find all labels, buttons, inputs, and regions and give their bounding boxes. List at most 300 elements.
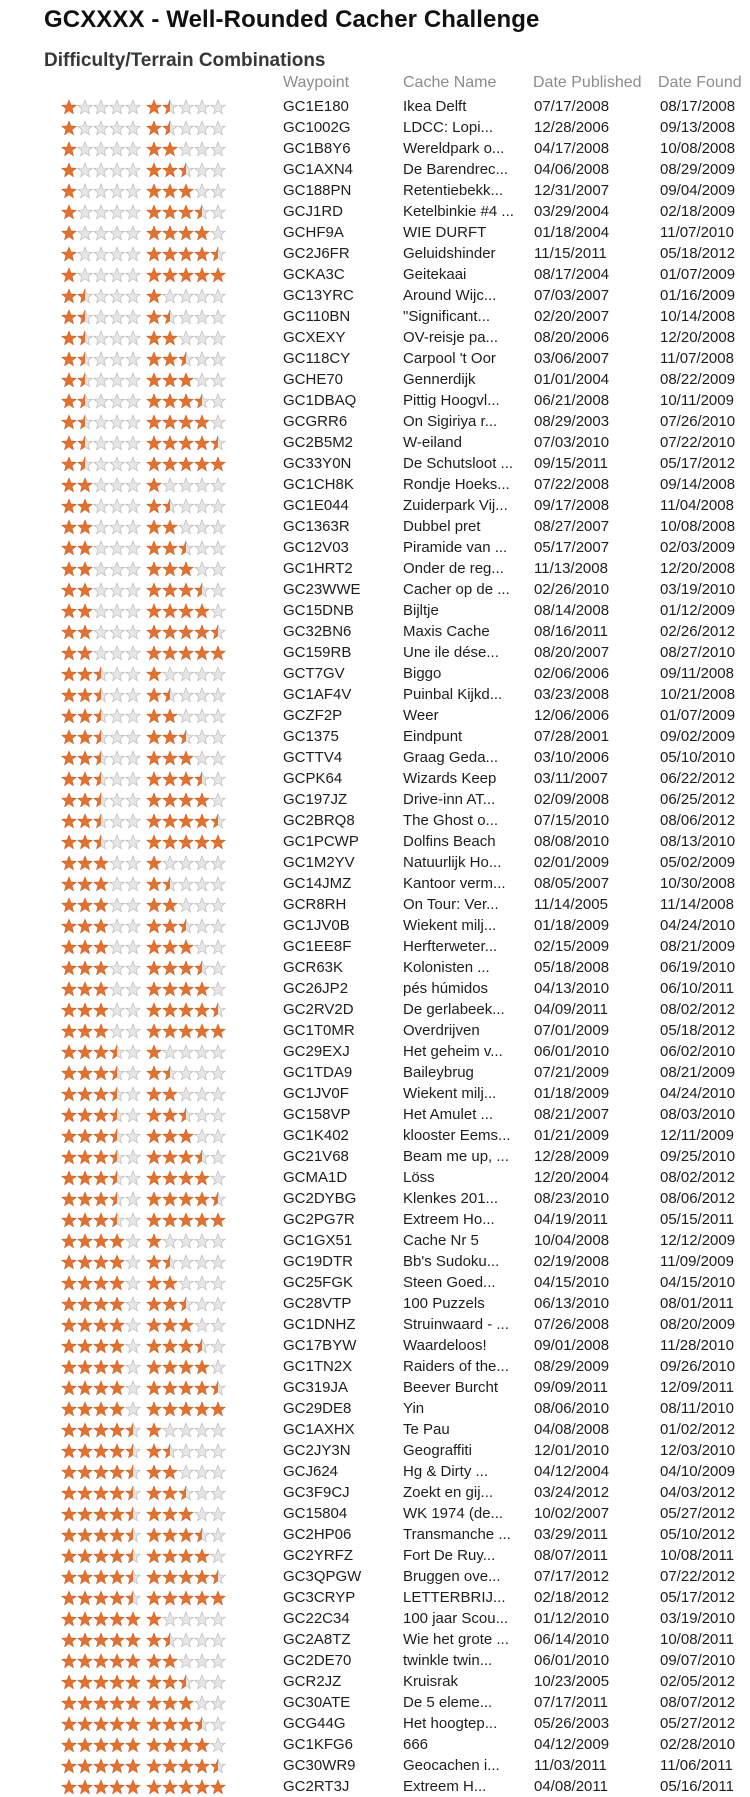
cache-name-link[interactable]: klooster Eems... [403,1127,511,1144]
cache-name-link[interactable]: Puinbal Kijkd... [403,686,503,703]
cache-name-link[interactable]: Une ile dése... [403,644,499,661]
terrain-stars [146,981,226,997]
waypoint-link[interactable]: GCHE70 [283,371,344,388]
cache-name-link[interactable]: Retentiebekk... [403,182,504,199]
table-row [0,222,750,243]
cache-name-link[interactable]: Bruggen ove... [403,1568,501,1585]
waypoint-link[interactable]: GCGRR6 [283,413,348,430]
cache-name-link[interactable]: Maxis Cache [403,623,490,640]
terrain-stars [146,1254,226,1270]
cache-name-link[interactable]: Kolonisten ... [403,959,490,976]
star-icon [179,1213,193,1227]
cache-name-link[interactable]: De 5 eleme... [403,1694,493,1711]
cache-name-link[interactable]: Löss [403,1169,435,1186]
cache-name-link[interactable]: De Schutsloot ... [403,455,514,472]
cache-name-link[interactable]: Geocachen i... [403,1757,500,1774]
terrain-stars [146,1758,226,1774]
date-found: 09/14/2008 [660,476,736,493]
cache-name-link[interactable]: twinkle twin... [403,1652,493,1669]
waypoint-link[interactable]: GC2YRFZ [283,1547,354,1564]
difficulty-stars [61,939,141,955]
cache-name-link[interactable]: Dubbel pret [403,518,481,535]
star-icon [62,205,76,219]
star-icon [179,1780,193,1794]
date-found: 01/07/2009 [660,707,736,724]
waypoint-link[interactable]: GC2A8TZ [283,1631,351,1648]
cache-name-link[interactable]: Kruisrak [403,1673,459,1690]
cache-name-link[interactable]: Extreem Ho... [403,1211,495,1228]
cache-name-link[interactable]: Herfterweter... [403,938,498,955]
cache-name-link[interactable]: 100 jaar Scou... [403,1610,509,1627]
date-published: 12/06/2006 [534,707,610,724]
cache-name-link[interactable]: Yin [403,1400,425,1417]
waypoint-link[interactable]: GC1K402 [283,1127,349,1144]
star-icon [195,1339,209,1353]
waypoint-link[interactable]: GC1E044 [283,497,349,514]
star-icon [78,940,92,954]
star-icon [126,310,140,324]
star-icon [78,268,92,282]
star-icon [195,1150,209,1164]
waypoint-link[interactable]: GC15804 [283,1505,348,1522]
star-icon [126,1045,140,1059]
star-icon [94,205,108,219]
star-icon [62,142,76,156]
cache-name-link[interactable]: Kantoor verm... [403,875,506,892]
cache-name-link[interactable]: Te Pau [403,1421,450,1438]
waypoint-link[interactable]: GC2BRQ8 [283,812,355,829]
cache-name-link[interactable]: Rondje Hoeks... [403,476,510,493]
star-icon [179,1129,193,1143]
star-icon [179,436,193,450]
terrain-stars [146,1086,226,1102]
waypoint-link[interactable]: GCZF2P [283,707,343,724]
waypoint-link[interactable]: GC1DBAQ [283,392,357,409]
difficulty-stars [61,1338,141,1354]
star-icon [179,1339,193,1353]
star-icon [211,289,225,303]
date-found: 08/13/2010 [660,833,736,850]
cache-name-link[interactable]: Zoekt en gij... [403,1484,494,1501]
waypoint-link[interactable]: GC29EXJ [283,1043,350,1060]
waypoint-link[interactable]: GC3QPGW [283,1568,362,1585]
star-icon [147,1276,161,1290]
star-icon [94,331,108,345]
star-icon [78,793,92,807]
star-icon [147,793,161,807]
cache-name-link[interactable]: Wie het grote ... [403,1631,509,1648]
cache-name-link[interactable]: Klenkes 201... [403,1190,499,1207]
star-icon [179,772,193,786]
star-icon [179,1444,193,1458]
waypoint-link[interactable]: GC1375 [283,728,339,745]
star-icon [126,688,140,702]
column-header-cache-name[interactable]: Cache Name [403,74,497,91]
waypoint-link[interactable]: GC23WWE [283,581,361,598]
cache-name-link[interactable]: Beam me up, ... [403,1148,509,1165]
waypoint-link[interactable]: GC158VP [283,1106,351,1123]
waypoint-link[interactable]: GCPK64 [283,770,343,787]
cache-name-link[interactable]: Overdrijven [403,1022,480,1039]
cache-name-link[interactable]: Drive-inn AT... [403,791,496,808]
star-icon [126,1633,140,1647]
cache-name-link[interactable]: Gennerdijk [403,371,476,388]
waypoint-link[interactable]: GC22C34 [283,1610,350,1627]
waypoint-link[interactable]: GCKA3C [283,266,345,283]
cache-name-link[interactable]: Baileybrug [403,1064,474,1081]
waypoint-link[interactable]: GCR63K [283,959,344,976]
cache-name-link[interactable]: Around Wijc... [403,287,497,304]
cache-name-link[interactable]: Cacher op de ... [403,581,510,598]
cache-name-link[interactable]: WK 1974 (de... [403,1505,504,1522]
cache-name-link[interactable]: Transmanche ... [403,1526,511,1543]
star-icon [195,1675,209,1689]
difficulty-stars [61,1212,141,1228]
difficulty-stars [61,918,141,934]
waypoint-link[interactable]: GC2HP06 [283,1526,352,1543]
star-icon [126,940,140,954]
star-icon [78,1528,92,1542]
waypoint-link[interactable]: GC28VTP [283,1295,352,1312]
waypoint-link[interactable]: GC2J6FR [283,245,350,262]
cache-name-link[interactable]: 100 Puzzels [403,1295,485,1312]
star-icon [62,1360,76,1374]
star-icon [163,940,177,954]
waypoint-link[interactable]: GC1GX51 [283,1232,353,1249]
difficulty-stars [61,561,141,577]
star-icon [163,625,177,639]
waypoint-link[interactable]: GC197JZ [283,791,348,808]
date-found: 05/10/2012 [660,1526,736,1543]
cache-name-link[interactable]: Extreem H... [403,1778,487,1795]
cache-name-link[interactable]: Onder de reg... [403,560,504,577]
star-icon [126,1024,140,1038]
cache-name-link[interactable]: Ketelbinkie #4 ... [403,203,514,220]
terrain-stars [146,771,226,787]
waypoint-link[interactable]: GC25FGK [283,1274,354,1291]
waypoint-link[interactable]: GCTTV4 [283,749,343,766]
cache-name-link[interactable]: Geograffiti [403,1442,472,1459]
waypoint-link[interactable]: GC14JMZ [283,875,352,892]
waypoint-link[interactable]: GC2DE70 [283,1652,352,1669]
waypoint-link[interactable]: GC2PG7R [283,1211,355,1228]
star-icon [211,247,225,261]
cache-name-link[interactable]: Wiekent milj... [403,1085,497,1102]
star-icon [126,1570,140,1584]
waypoint-link[interactable]: GC1B8Y6 [283,140,351,157]
star-icon [78,730,92,744]
waypoint-link[interactable]: GC1JV0B [283,917,350,934]
waypoint-link[interactable]: GC110BN [283,308,351,325]
cache-name-link[interactable]: W-eiland [403,434,462,451]
waypoint-link[interactable]: GC26JP2 [283,980,349,997]
waypoint-link[interactable]: GC32BN6 [283,623,352,640]
waypoint-link[interactable]: GC319JA [283,1379,349,1396]
difficulty-stars [61,288,141,304]
star-icon [94,772,108,786]
star-icon [195,1528,209,1542]
star-icon [94,142,108,156]
cache-name-link[interactable]: Pittig Hoogvl... [403,392,500,409]
cache-name-link[interactable]: Beever Burcht [403,1379,499,1396]
star-icon [62,1087,76,1101]
cache-name-link[interactable]: Het geheim v... [403,1043,503,1060]
waypoint-link[interactable]: GC1DNHZ [283,1316,356,1333]
waypoint-link[interactable]: GC1E180 [283,98,349,115]
cache-name-link[interactable]: Carpool 't Oor [403,350,496,367]
star-icon [126,1465,140,1479]
star-icon [62,1633,76,1647]
waypoint-link[interactable]: GCHF9A [283,224,344,241]
star-icon [147,1570,161,1584]
star-icon [78,1297,92,1311]
column-header-date-published[interactable]: Date Published [533,74,642,91]
cache-name-link[interactable]: OV-reisje pa... [403,329,499,346]
star-icon [163,1591,177,1605]
star-icon [94,1045,108,1059]
waypoint-link[interactable]: GCG44G [283,1715,346,1732]
terrain-stars [146,750,226,766]
waypoint-link[interactable]: GCMA1D [283,1169,348,1186]
waypoint-link[interactable]: GC15DNB [283,602,354,619]
star-icon [179,877,193,891]
waypoint-link[interactable]: GC19DTR [283,1253,354,1270]
star-icon [110,1360,124,1374]
cache-name-link[interactable]: Het Amulet ... [403,1106,494,1123]
waypoint-link[interactable]: GC1T0MR [283,1022,355,1039]
star-icon [110,1276,124,1290]
difficulty-stars [61,1044,141,1060]
column-header-waypoint[interactable]: Waypoint [283,74,350,91]
star-icon [62,1192,76,1206]
waypoint-link[interactable]: GC1363R [283,518,350,535]
waypoint-link[interactable]: GC13YRC [283,287,354,304]
star-icon [211,121,225,135]
waypoint-link[interactable]: GC1KFG6 [283,1736,354,1753]
waypoint-link[interactable]: GCT7GV [283,665,345,682]
star-icon [147,1024,161,1038]
terrain-stars [146,834,226,850]
star-icon [62,1213,76,1227]
cache-name-link[interactable]: "Significant... [403,308,491,325]
terrain-stars [146,582,226,598]
star-icon [94,856,108,870]
star-icon [147,1696,161,1710]
cache-name-link[interactable]: LETTERBRIJ... [403,1589,506,1606]
cache-name-link[interactable]: The Ghost o... [403,812,499,829]
star-icon [163,1255,177,1269]
cache-name-link[interactable]: LDCC: Lopi... [403,119,494,136]
star-icon [110,226,124,240]
cache-name-link[interactable]: Steen Goed... [403,1274,496,1291]
waypoint-link[interactable]: GCR8RH [283,896,347,913]
star-icon [110,1780,124,1794]
star-icon [110,688,124,702]
cache-name-link[interactable]: Dolfins Beach [403,833,496,850]
waypoint-link[interactable]: GC1002G [283,119,351,136]
waypoint-link[interactable]: GCJ1RD [283,203,344,220]
cache-name-link[interactable]: De Barendrec... [403,161,509,178]
cache-name-link[interactable]: Natuurlijk Ho... [403,854,502,871]
star-icon [78,856,92,870]
cache-name-link[interactable]: De gerlabeek... [403,1001,505,1018]
cache-name-link[interactable]: Zuiderpark Vij... [403,497,508,514]
waypoint-link[interactable]: GC2DYBG [283,1190,357,1207]
terrain-stars [146,519,226,535]
difficulty-stars [61,1065,141,1081]
waypoint-link[interactable]: GC159RB [283,644,352,661]
star-icon [211,499,225,513]
cache-name-link[interactable]: Hg & Dirty ... [403,1463,489,1480]
star-icon [62,499,76,513]
table-row [0,789,750,810]
star-icon [126,163,140,177]
waypoint-link[interactable]: GC2JY3N [283,1442,351,1459]
waypoint-link[interactable]: GC30WR9 [283,1757,356,1774]
date-found: 10/30/2008 [660,875,736,892]
star-icon [94,1528,108,1542]
cache-name-link[interactable]: Cache Nr 5 [403,1232,479,1249]
star-icon [163,1234,177,1248]
cache-name-link[interactable]: Fort De Ruy... [403,1547,496,1564]
cache-name-link[interactable]: Geluidshinder [403,245,496,262]
cache-name-link[interactable]: Het hoogtep... [403,1715,498,1732]
table-row [0,684,750,705]
table-row [0,1566,750,1587]
star-icon [163,1108,177,1122]
star-icon [163,1066,177,1080]
column-header-date-found[interactable]: Date Found [658,74,742,91]
star-icon [211,982,225,996]
star-icon [78,1171,92,1185]
waypoint-link[interactable]: GC2RV2D [283,1001,354,1018]
waypoint-link[interactable]: GC33Y0N [283,455,352,472]
date-found: 07/22/2012 [660,1568,736,1585]
star-icon [163,520,177,534]
star-icon [78,310,92,324]
star-icon [94,1633,108,1647]
cache-name-link[interactable]: 666 [403,1736,429,1753]
waypoint-link[interactable]: GCR2JZ [283,1673,342,1690]
date-found: 11/07/2010 [660,224,734,241]
cache-name-link[interactable]: Ikea Delft [403,98,467,115]
date-found: 08/11/2010 [660,1400,734,1417]
terrain-stars [146,708,226,724]
star-icon [147,499,161,513]
waypoint-link[interactable]: GC1AF4V [283,686,352,703]
cache-name-link[interactable]: Struinwaard - ... [403,1316,509,1333]
cache-name-link[interactable]: On Tour: Ver... [403,896,499,913]
date-found: 05/15/2011 [660,1211,734,1228]
waypoint-link[interactable]: GC188PN [283,182,352,199]
star-icon [110,1507,124,1521]
cache-name-link[interactable]: Graag Geda... [403,749,499,766]
waypoint-link[interactable]: GC1JV0F [283,1085,349,1102]
waypoint-link[interactable]: GC118CY [283,350,351,367]
star-icon [163,1654,177,1668]
date-published: 07/03/2010 [534,434,610,451]
star-icon [94,1276,108,1290]
cache-name-link[interactable]: Bb's Sudoku... [403,1253,500,1270]
waypoint-link[interactable]: GC30ATE [283,1694,351,1711]
cache-name-link[interactable]: Eindpunt [403,728,463,745]
cache-name-link[interactable]: Piramide van ... [403,539,508,556]
cache-name-link[interactable]: Wizards Keep [403,770,497,787]
date-found: 11/28/2010 [660,1337,734,1354]
star-icon [62,1423,76,1437]
star-icon [147,604,161,618]
waypoint-link[interactable]: GC1HRT2 [283,560,353,577]
date-found: 04/03/2012 [660,1484,736,1501]
star-icon [78,331,92,345]
date-published: 08/05/2007 [534,875,610,892]
table-row [0,915,750,936]
waypoint-link[interactable]: GC3CRYP [283,1589,356,1606]
waypoint-link[interactable]: GC2RT3J [283,1778,350,1795]
waypoint-link[interactable]: GC1TDA9 [283,1064,353,1081]
waypoint-link[interactable]: GCXEXY [283,329,346,346]
waypoint-link[interactable]: GC1AXHX [283,1421,355,1438]
cache-name-link[interactable]: On Sigiriya r... [403,413,498,430]
star-icon [126,646,140,660]
waypoint-link[interactable]: GC1AXN4 [283,161,354,178]
star-icon [195,751,209,765]
star-icon [110,730,124,744]
waypoint-link[interactable]: GC1EE8F [283,938,352,955]
star-icon [78,898,92,912]
star-icon [62,163,76,177]
difficulty-stars [61,1737,141,1753]
difficulty-stars [61,1485,141,1501]
waypoint-link[interactable]: GC12V03 [283,539,349,556]
cache-name-link[interactable]: Raiders of the... [403,1358,509,1375]
waypoint-link[interactable]: GC1CH8K [283,476,354,493]
star-icon [147,352,161,366]
cache-name-link[interactable]: Wereldpark o... [403,140,505,157]
waypoint-link[interactable]: GC1M2YV [283,854,355,871]
star-icon [147,205,161,219]
cache-name-link[interactable]: WIE DURFT [403,224,487,241]
waypoint-link[interactable]: GC3F9CJ [283,1484,350,1501]
star-icon [195,394,209,408]
cache-name-link[interactable]: pés húmidos [403,980,489,997]
star-icon [126,247,140,261]
terrain-stars [146,897,226,913]
star-icon [126,1066,140,1080]
star-icon [126,1087,140,1101]
waypoint-link[interactable]: GC29DE8 [283,1400,352,1417]
cache-name-link[interactable]: Bijltje [403,602,439,619]
waypoint-link[interactable]: GCJ624 [283,1463,339,1480]
cache-name-link[interactable]: Waardeloos! [403,1337,487,1354]
cache-name-link[interactable]: Weer [403,707,439,724]
waypoint-link[interactable]: GC1TN2X [283,1358,353,1375]
waypoint-link[interactable]: GC17BYW [283,1337,357,1354]
star-icon [163,1507,177,1521]
cache-name-link[interactable]: Wiekent milj... [403,917,497,934]
cache-name-link[interactable]: Biggo [403,665,442,682]
date-found: 09/13/2008 [660,119,736,136]
waypoint-link[interactable]: GC1PCWP [283,833,359,850]
waypoint-link[interactable]: GC2B5M2 [283,434,354,451]
star-icon [78,1108,92,1122]
waypoint-link[interactable]: GC21V68 [283,1148,349,1165]
star-icon [163,289,177,303]
star-icon [126,1297,140,1311]
date-found: 06/10/2011 [660,980,734,997]
cache-name-link[interactable]: Geitekaai [403,266,467,283]
star-icon [110,1591,124,1605]
